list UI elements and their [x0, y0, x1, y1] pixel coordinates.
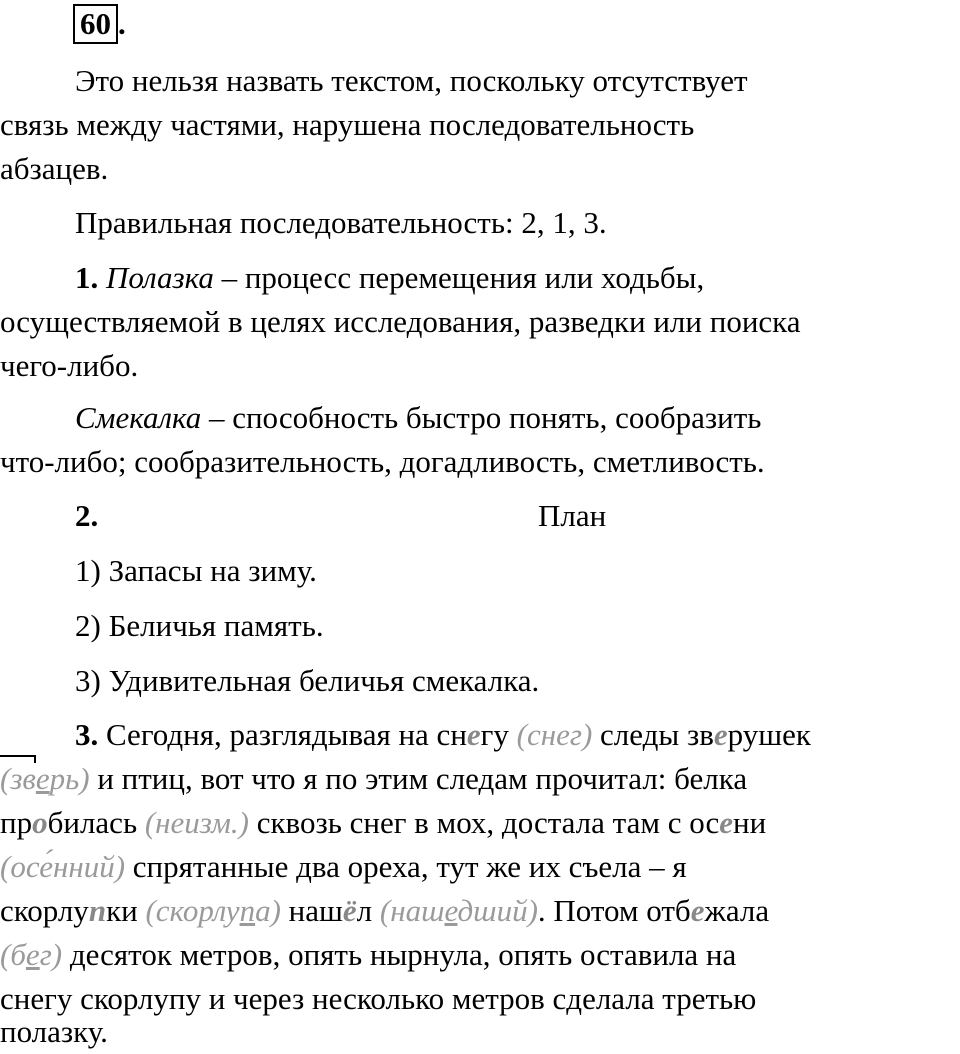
highlight-vowel: е — [690, 893, 705, 928]
text-fragment: рь) — [49, 761, 90, 796]
text-fragment: рушек — [727, 717, 811, 752]
highlight-consonant: п — [88, 893, 107, 928]
check-word — [0, 937, 62, 972]
underlined-vowel: е — [25, 937, 40, 972]
part3-line-8: полазку. — [0, 1014, 108, 1049]
term-smekalka: Смекалка — [75, 400, 202, 435]
part3-line-1 — [0, 713, 960, 757]
text-fragment: гу — [480, 717, 517, 752]
text-fragment: скорлу — [0, 893, 89, 928]
underlined-vowel: е — [444, 893, 458, 928]
text-fragment: нний) — [52, 849, 126, 884]
text-fragment: спрятанные два ореха, тут же их съела – я — [125, 849, 687, 884]
part2-header — [0, 494, 960, 538]
part3-line-6 — [0, 933, 960, 977]
text-fragment: жала — [704, 893, 770, 928]
text-fragment: (ос — [0, 849, 40, 884]
def-smekalka-1: – способность быстро понять, сообразить — [201, 400, 762, 435]
part3-line-4 — [0, 845, 960, 889]
sequence-line: Правильная последовательность: 2, 1, 3. — [75, 205, 607, 240]
highlight-vowel: е — [713, 717, 728, 752]
check-word — [0, 761, 90, 796]
text-fragment: л — [356, 893, 380, 928]
check-word: (неизм.) — [144, 805, 249, 840]
plan-item-3: 3) Удивительная беличья смекалка. — [75, 663, 540, 698]
text-fragment: ни — [733, 805, 767, 840]
underlined-letter: п — [239, 893, 256, 928]
exercise-number-box: 60 — [73, 4, 118, 44]
text-fragment: и птиц, вот что я по этим следам прочитал: белка — [89, 761, 748, 796]
text-fragment: сквозь снег в мох, достала там с ос — [248, 805, 720, 840]
stressed-vowel: е́ — [39, 849, 53, 884]
underlined-vowel: е — [35, 761, 50, 796]
exercise-number — [73, 4, 126, 44]
part3-line-5 — [0, 889, 960, 933]
part1-number: 1. — [75, 260, 99, 295]
plan-item-1: 1) Запасы на зиму. — [75, 553, 317, 588]
def-polazka-1: – процесс перемещения или ходьбы, — [213, 260, 705, 295]
highlight-vowel: е — [466, 717, 481, 752]
plan-item-2: 2) Беличья память. — [75, 608, 324, 643]
highlight-vowel: о — [32, 805, 48, 840]
text-fragment: . Потом отб — [537, 893, 691, 928]
part1-line-2: осуществляемой в целях исследования, разведки или поиска — [0, 304, 801, 339]
part1-line-1 — [0, 256, 960, 300]
plan-title: План — [538, 498, 607, 533]
highlight-vowel: ё — [342, 893, 357, 928]
text-fragment: билась — [47, 805, 145, 840]
text-fragment: пр — [0, 805, 33, 840]
intro-line-1: Это нельзя назвать текстом, поскольку отсутствует — [75, 63, 748, 98]
check-word — [0, 849, 125, 884]
part1-line-5: что-либо; сообразительность, догадливость, сметливость. — [0, 444, 765, 479]
part2-number: 2. — [75, 498, 99, 533]
intro-line-3: абзацев. — [0, 151, 109, 186]
intro-line-2: связь между частями, нарушена последовательность — [0, 107, 695, 142]
text-fragment: г) — [39, 937, 63, 972]
part3-number: 3. — [75, 717, 99, 752]
text-fragment: (б — [0, 937, 26, 972]
text-fragment: Сегодня, разглядывая на сн — [98, 717, 467, 752]
text-fragment: наш — [280, 893, 343, 928]
root-mark: (зв — [0, 761, 36, 796]
text-fragment: а) — [255, 893, 281, 928]
check-word — [145, 893, 280, 928]
part3-line-3 — [0, 801, 960, 845]
text-fragment: ки — [106, 893, 146, 928]
text-fragment: следы зв — [592, 717, 714, 752]
text-fragment: дший) — [457, 893, 538, 928]
text-fragment: (наш — [379, 893, 445, 928]
check-word: (снег) — [516, 717, 593, 752]
text-fragment: (скорлу — [145, 893, 240, 928]
text-fragment: десяток метров, опять нырнула, опять оставила на — [62, 937, 737, 972]
part1-line-3: чего-либо. — [0, 348, 139, 383]
check-word — [380, 893, 538, 928]
highlight-vowel: е — [719, 805, 734, 840]
part3-line-2 — [0, 757, 960, 801]
part3-line-7: снегу скорлупу и через несколько метров сделала третью — [0, 981, 757, 1016]
term-polazka: Полазка — [106, 260, 214, 295]
part1-line-4 — [0, 396, 960, 440]
exercise-number-dot: . — [118, 6, 126, 41]
